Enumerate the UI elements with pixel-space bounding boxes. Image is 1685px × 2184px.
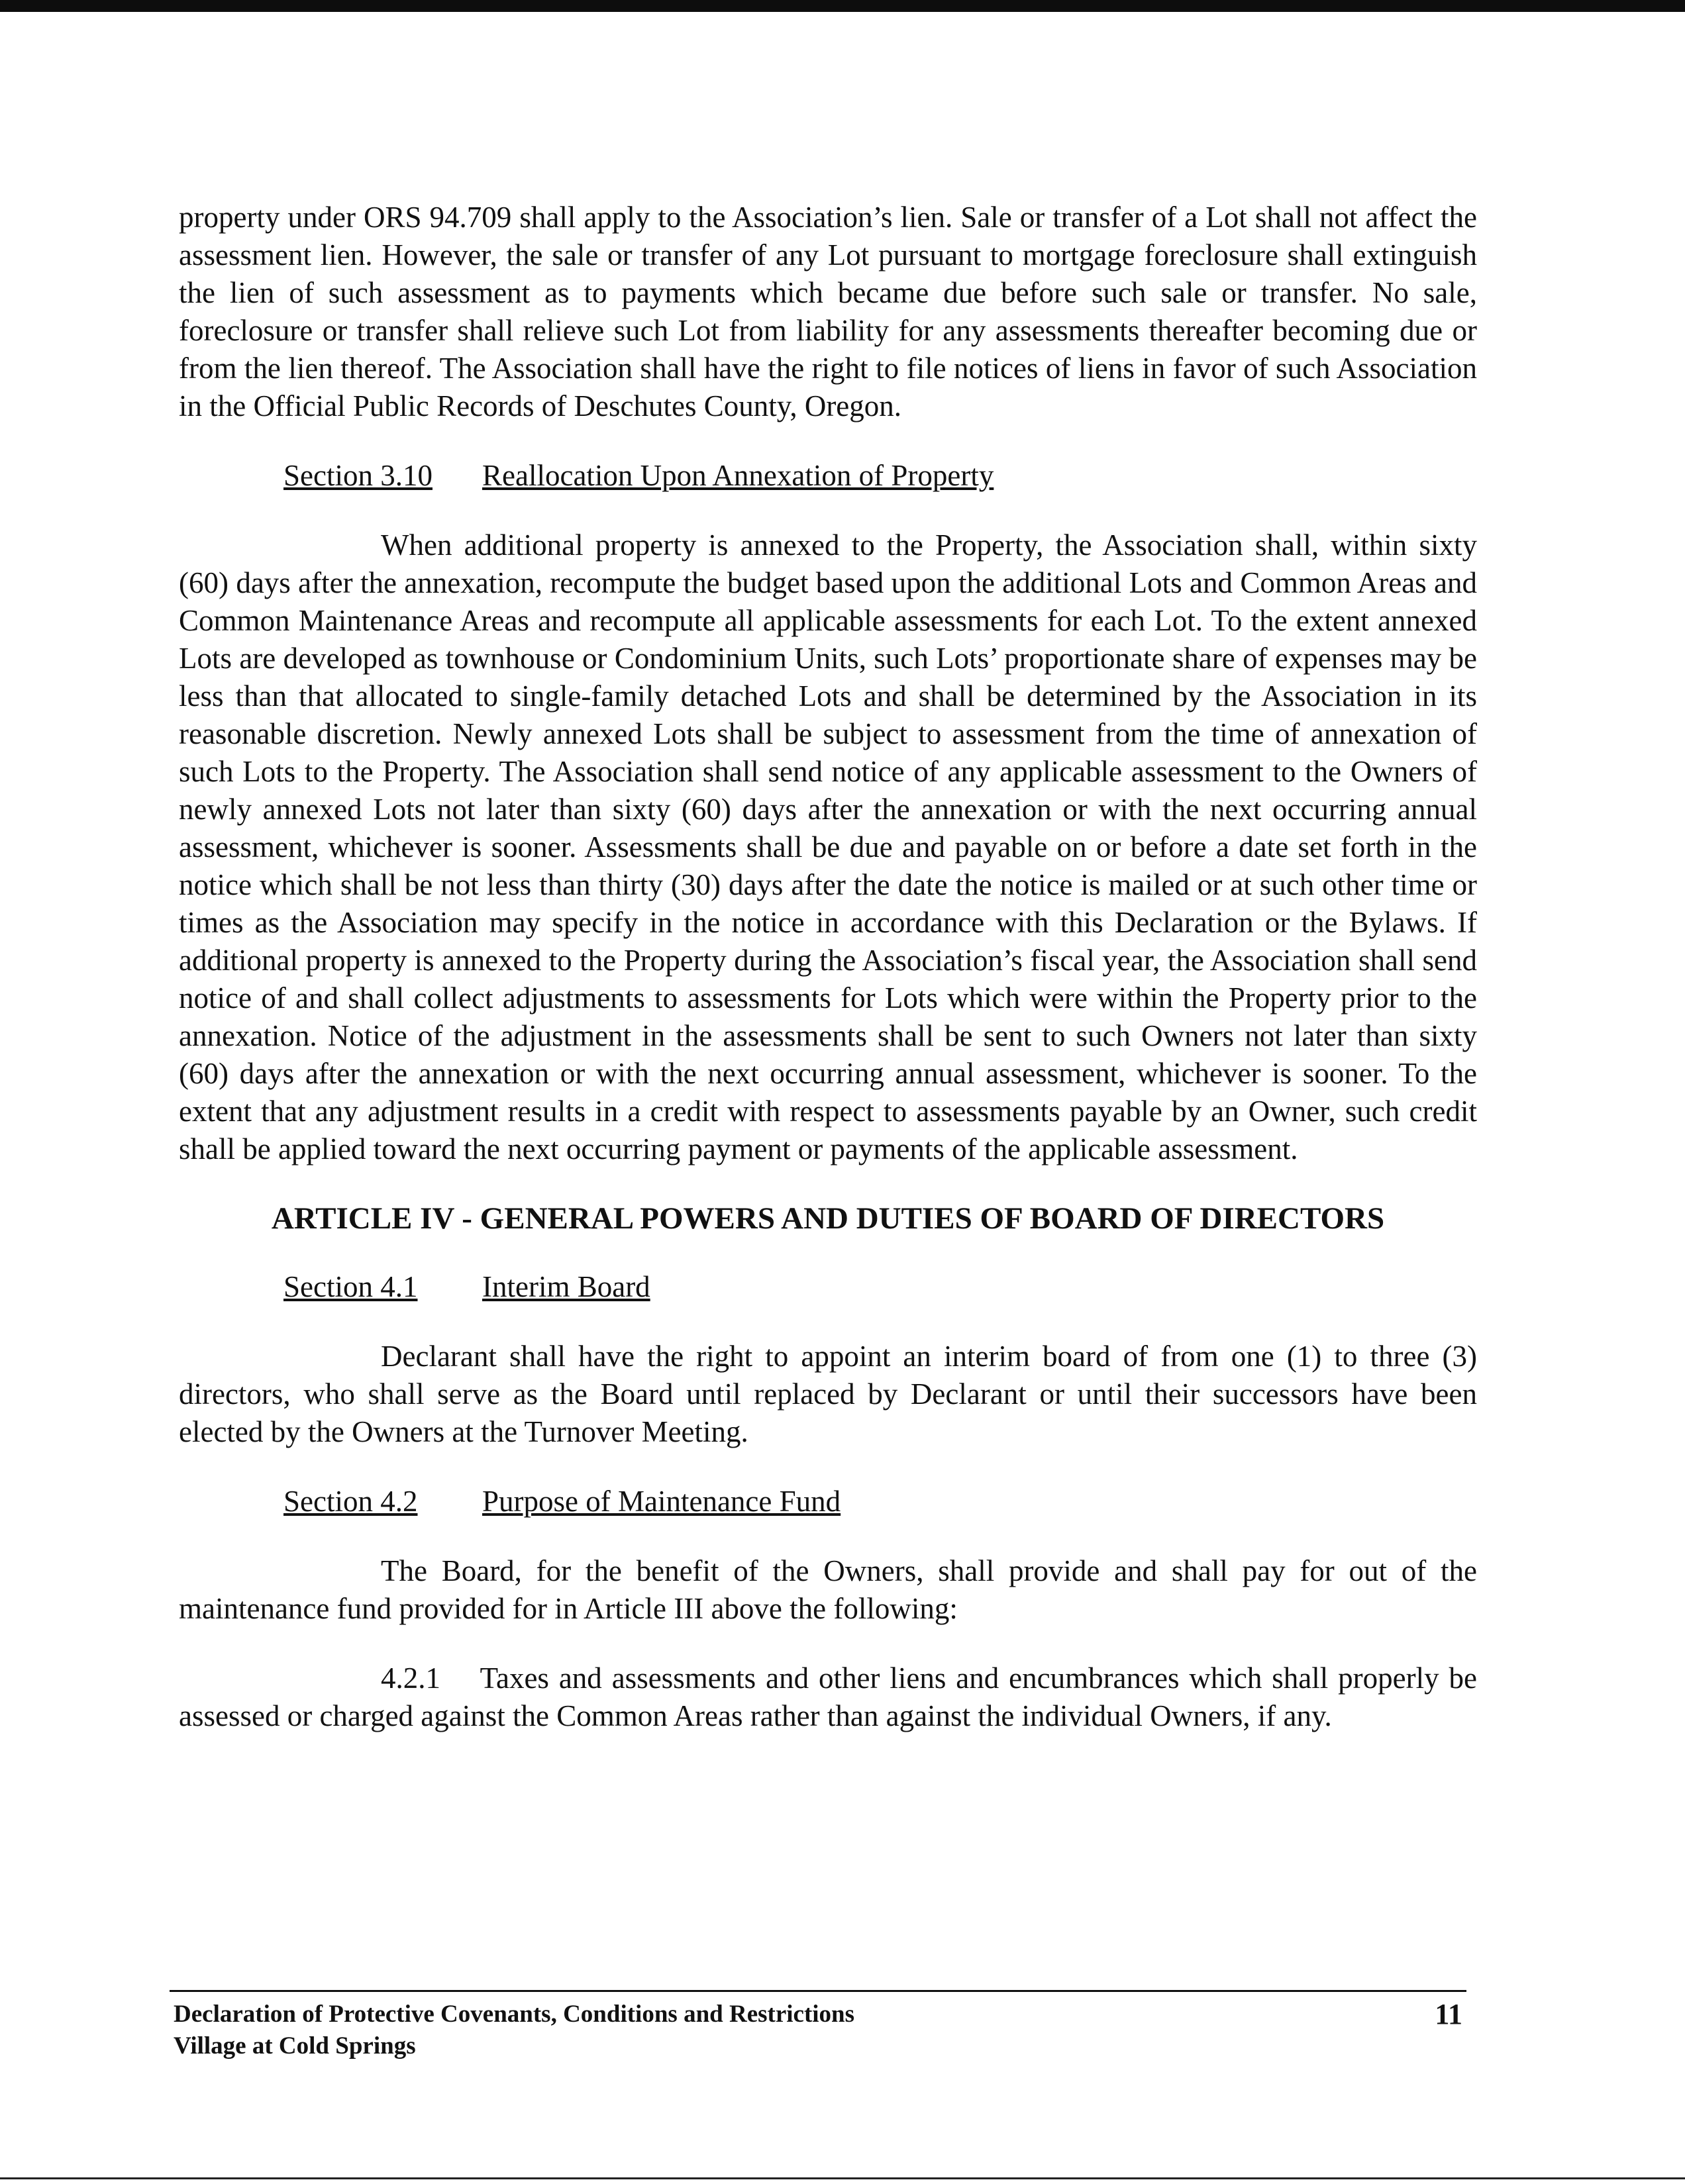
- section-4-2-paragraph: The Board, for the benefit of the Owners, shall provide and shall pay for out of the maintenance fund provided for in Article III above the following:: [179, 1554, 1477, 1625]
- document-page: [179, 199, 1477, 1735]
- page-number: 11: [1435, 1998, 1462, 2030]
- footer-project-name: Village at Cold Springs: [174, 2032, 416, 2060]
- item-4-2-1-paragraph: [179, 1660, 1477, 1735]
- page-footer: [174, 1999, 1462, 2062]
- section-4-1-title: Interim Board: [482, 1270, 650, 1303]
- section-4-1-number: Section 4.1: [283, 1270, 418, 1303]
- section-3-10-number: Section 3.10: [283, 459, 433, 492]
- section-3-10-title: Reallocation Upon Annexation of Property: [482, 459, 994, 492]
- section-4-1-heading: [179, 1268, 1477, 1306]
- footer-document-title: Declaration of Protective Covenants, Conditions and Restrictions: [174, 2001, 855, 2028]
- section-4-2-heading: [179, 1483, 1477, 1520]
- item-4-2-1-text: Taxes and assessments and other liens and encumbrances which shall properly be assessed or charged against the Common Areas rather than against the individual Owners, if any.: [179, 1662, 1477, 1732]
- item-4-2-1-number: 4.2.1: [381, 1662, 440, 1695]
- scan-top-border: [0, 0, 1685, 12]
- section-4-1-paragraph: Declarant shall have the right to appoint an interim board of from one (1) to three (3) directors, who shall serve as the Board until replaced by Declarant or until their successors have been elected by the Owners at the Turnover Meeting.: [179, 1340, 1477, 1448]
- scan-bottom-border: [0, 2177, 1685, 2179]
- section-4-2-number: Section 4.2: [283, 1485, 418, 1518]
- article-iv-heading: ARTICLE IV - GENERAL POWERS AND DUTIES OF BOARD OF DIRECTORS: [271, 1201, 1385, 1236]
- footer-divider: [170, 1990, 1466, 1992]
- section-4-2-title: Purpose of Maintenance Fund: [482, 1485, 841, 1518]
- section-3-10-paragraph: When additional property is annexed to the Property, the Association shall, within sixty (60) days after the annexation, recompute the budget based upon the additional Lots and Common Areas and Common Maintenance Areas and recompute all applicable assessments for each Lot. To the extent annexed Lots are developed as townhouse or Condominium Units, such Lots’ proportionate share of expenses may be less than that allocated to single-family detached Lots and shall be determined by the Association in its reasonable discretion. Newly annexed Lots shall be subject to assessment from the time of annexation of such Lots to the Property. The Association shall send notice of any applicable assessment to the Owners of newly annexed Lots not later than sixty (60) days after the annexation or with the next occurring annual assessment, whichever is sooner. Assessments shall be due and payable on or before a date set forth in the notice which shall be not less than thirty (30) days after the date the notice is mailed or at such other time or times as the Association may specify in the notice in accordance with this Declaration or the Bylaws. If additional property is annexed to the Property during the Association’s fiscal year, the Association shall send notice of and shall collect adjustments to assessments for Lots which were within the Property prior to the annexation. Notice of the adjustment in the assessments shall be sent to such Owners not later than sixty (60) days after the annexation or with the next occurring annual assessment, whichever is sooner. To the extent that any adjustment results in a credit with respect to assessments payable by an Owner, such credit shall be applied toward the next occurring payment or payments of the applicable assessment.: [179, 528, 1477, 1166]
- continuation-paragraph: property under ORS 94.709 shall apply to the Association’s lien. Sale or transfer of a Lot shall not affect the assessment lien. However, the sale or transfer of any Lot pursuant to mortgage foreclosure shall extinguish the lien of such assessment as to payments which became due before such sale or transfer. No sale, foreclosure or transfer shall relieve such Lot from liability for any assessments thereafter becoming due or from the lien thereof. The Association shall have the right to file notices of liens in favor of such Association in the Official Public Records of Deschutes County, Oregon.: [179, 201, 1477, 422]
- section-3-10-heading: [179, 457, 1477, 495]
